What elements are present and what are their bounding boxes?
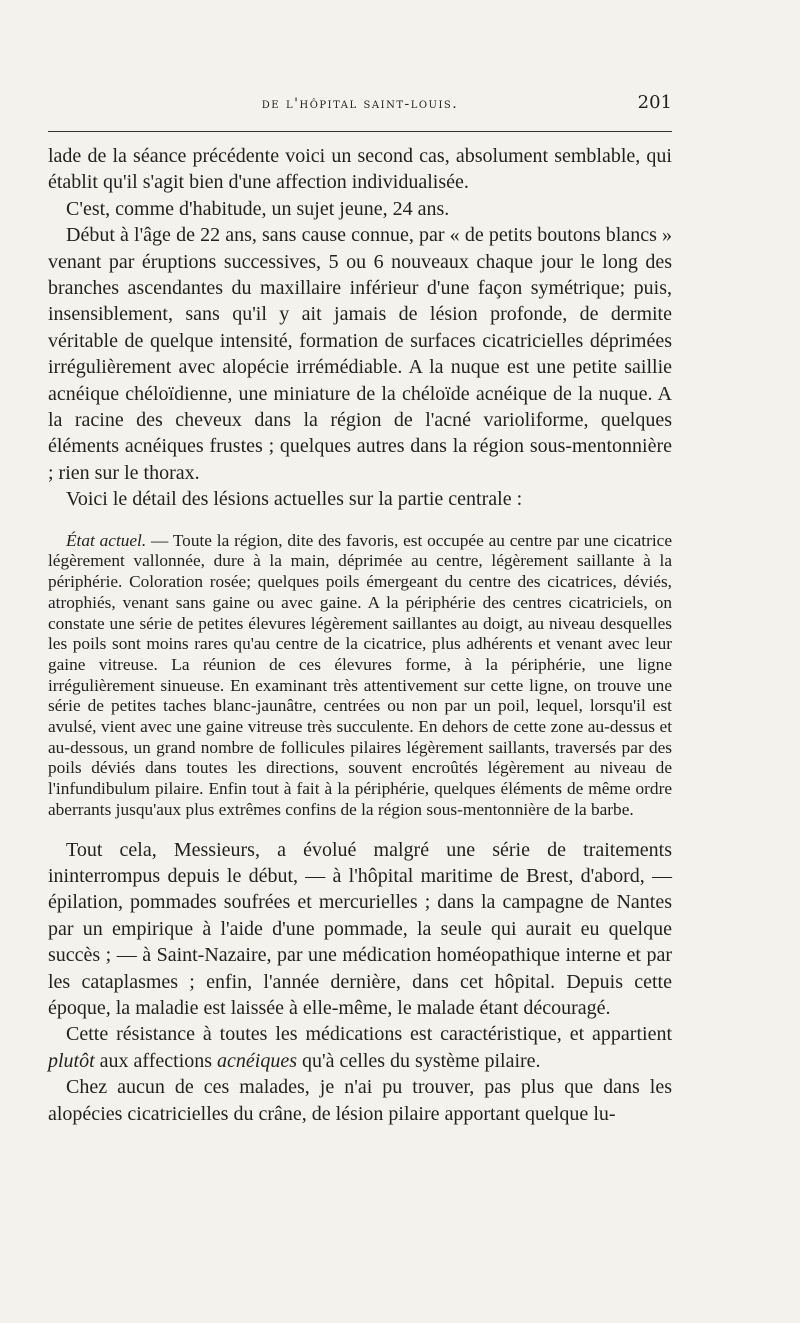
paragraph-conclusion: Chez aucun de ces malades, je n'ai pu trouver, pas plus que dans les alopécies cicatricielles du crâne, de lésion pilaire apportant quelque lu- <box>48 1076 672 1125</box>
paragraph-treatments: Tout cela, Messieurs, a évolué malgré une série de traitements ininterrompus depuis le début, — à l'hôpital maritime de Brest, d'abord, — épilation, pommades soufrées et mercurielles ; dans la campagne de Nantes par un empirique à l'aide d'une pommade, la seule qui aurait eu quelque succès ; — à Saint-Nazaire, par une médication homéopathique interne et par les cataplasmes ; enfin, l'année dernière, dans cet hôpital. Depuis cette époque, la maladie est laissée à elle-même, le malade étant découragé. <box>48 838 672 1019</box>
resistance-text-c: aux affections <box>94 1049 218 1072</box>
resistance-text-a: Cette résistance à toutes les médications est caractéristique, et appartient <box>66 1023 672 1046</box>
body-text <box>48 143 672 1127</box>
current-state-text: — Toute la région, dite des favoris, est occupée au centre par une cicatrice légèrement vallonnée, dure à la main, déprimée au centre, légèrement saillante à la périphérie. Coloration rosée; quelques poils émergeant du centre des cicatrices, déviés, atrophiés, venant sans gaine ou avec gaine. A la périphérie des centres cicatriciels, on constate une série de petites élevures légèrement saillantes au doigt, au niveau desquelles les poils sont moins rares qu'au centre de la cicatrice, plus adhérents et venant avec leur gaine vitreuse. La réunion de ces élevures forme, à la périphérie, une ligne irrégulièrement sinueuse. En examinant très attentivement sur cette ligne, on trouve une série de petites taches blanc-jaunâtre, centrées ou non par un poil, lequel, lorsqu'il est avulsé, vient avec une gaine vitreuse très succulente. En dehors de cette zone au-dessus et au-dessous, un grand nombre de follicules pilaires légèrement saillants, traversés par des poils déviés dans toutes les directions, souvent encroûtés légèrement au niveau de l'infundibulum pilaire. Enfin tout à fait à la périphérie, quelques éléments de même ordre aberrants jusqu'aux plus extrêmes confins de la région sous-mentonnière de la barbe. <box>48 530 672 819</box>
paragraph-onset: Début à l'âge de 22 ans, sans cause connue, par « de petits boutons blancs » venant par éruptions successives, 5 ou 6 nouveaux chaque jour le long des branches ascendantes du maxillaire inférieur d'une façon symétrique; puis, insensiblement, sans qu'il y ait jamais de lésion profonde, de dermite véritable de quelque intensité, formation de surfaces cicatricielles déprimées irrégulièrement avec alopécie irrémédiable. A la nuque est une petite saillie acnéique chéloïdienne, une miniature de la chéloïde acnéique de la nuque. A la racine des cheveux dans la région de l'acné varioliforme, quelques éléments acnéiques frustes ; quelques autres dans la région sous-mentonnière ; rien sur le thorax. <box>48 224 672 484</box>
paragraph-continuation: lade de la séance précédente voici un second cas, absolument semblable, qui établit qu'il s'agit bien d'une affection individualisée. <box>48 145 672 194</box>
page-header <box>48 92 672 120</box>
paragraph-lesion-intro: Voici le détail des lésions actuelles sur la partie centrale : <box>66 488 523 511</box>
current-state-label: État actuel. <box>66 530 147 550</box>
page-number: 201 <box>637 92 672 113</box>
resistance-text-e: qu'à celles du système pilaire. <box>297 1049 541 1072</box>
resistance-emphasis-acneiques: acnéiques <box>217 1049 298 1072</box>
resistance-emphasis-plutot: plutôt <box>48 1049 95 1072</box>
paragraph-current-state <box>48 531 672 821</box>
running-head: de l'hôpital saint-louis. <box>261 96 459 112</box>
header-rule <box>48 131 672 132</box>
paragraph-patient-age: C'est, comme d'habitude, un sujet jeune, 24 ans. <box>66 197 450 220</box>
paragraph-resistance <box>48 1021 672 1074</box>
